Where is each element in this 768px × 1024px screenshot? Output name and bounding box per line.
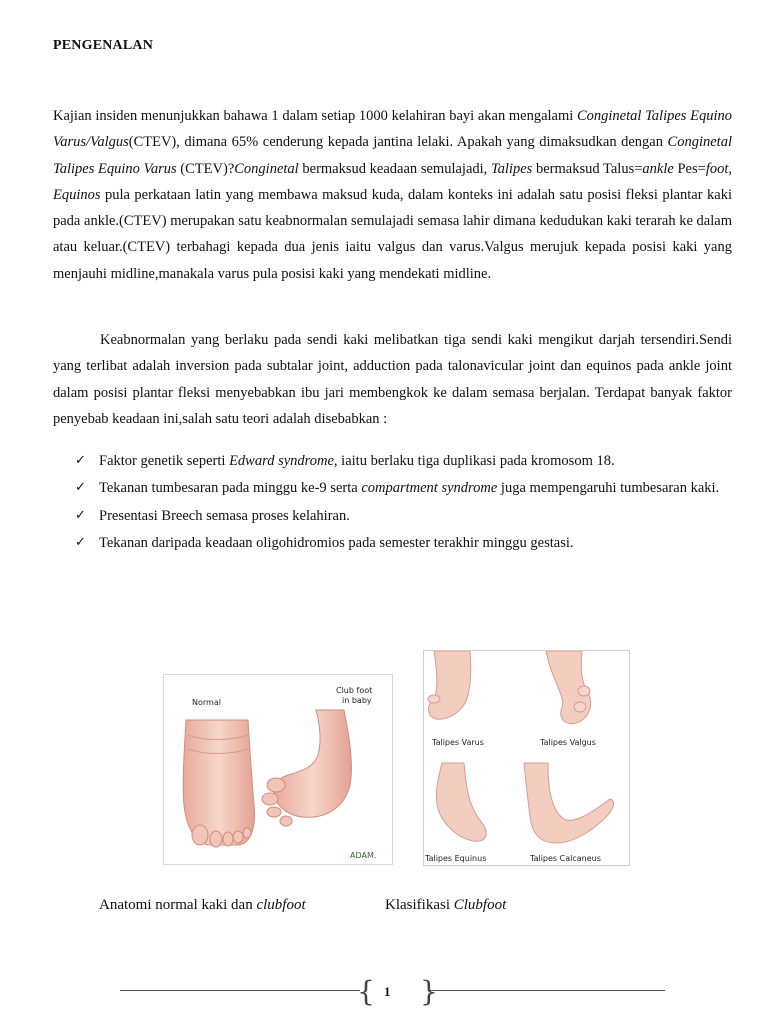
cause-list (75, 448, 732, 557)
joint-paragraph: Keabnormalan yang berlaku pada sendi kaki melibatkan tiga sendi kaki mengikut darjah tersendiri.Sendi yang terlibat adalah inversion pada subtalar joint, adduction pada talonavicular joint dan equinos pada ankle joint dalam posisi plantar fleksi menyebabkan ibu jari membengkok ke dalam semasa berjalan. Terdapat banyak faktor penyebab keadaan ini,salah satu teori adalah disebabkan : (53, 332, 732, 427)
clubfoot-illustration (262, 710, 351, 826)
figure2-caption: Klasifikasi Clubfoot (385, 897, 507, 913)
footer-brace-left: { (357, 975, 375, 1008)
checkmark-icon: ✓ (75, 480, 86, 496)
checkmark-icon: ✓ (75, 453, 86, 468)
talipes-equinus-illustration (436, 763, 486, 841)
normal-label: Normal (192, 698, 221, 707)
intro-paragraph: Kajian insiden menunjukkan bahawa 1 dalam setiap 1000 kelahiran bayi akan mengalami Conginetal Talipes Equino Varus/Valgus(CTEV), dimana 65% cenderung kepada jantina lelaki. Apakah yang dimaksudkan dengan Conginetal Talipes Equino Varus (CTEV)?Conginetal bermaksud keadaan semulajadi, Talipes bermaksud Talus=ankle Pes=foot, Equinos pula perkataan latin yang membawa maksud kuda, dalam konteks ini adalah satu posisi fleksi plantar kaki pada ankle.(CTEV) merupakan satu keabnormalan semulajadi semasa lahir dimana kedudukan kaki terarah ke dalam atau keluar.(CTEV) terbahagi kepada dua jenis iaitu valgus dan varus.Valgus merujuk kepada posisi kaki yang menjauhi midline,manakala varus pula posisi kaki yang mendekati midline. (53, 108, 733, 282)
talipes-varus-illustration (428, 651, 471, 719)
normal-vs-clubfoot-figure (163, 674, 393, 865)
footer-brace-right: } (420, 975, 438, 1008)
list-item: ✓ Presentasi Breech semasa proses kelahiran. (75, 503, 732, 529)
list-item: ✓ Faktor genetik seperti Edward syndrome, iaitu berlaku tiga duplikasi pada kromosom 18. (75, 448, 732, 474)
label-talipes-varus: Talipes Varus (432, 738, 484, 747)
page-heading: PENGENALAN (53, 38, 154, 53)
adam-watermark: ADAM. (350, 851, 377, 860)
figure1-caption: Anatomi normal kaki dan clubfoot (99, 897, 306, 913)
talipes-calcaneus-illustration (524, 763, 613, 843)
talipes-valgus-illustration (546, 651, 591, 724)
normal-foot-illustration (183, 720, 254, 847)
clubfoot-label-1: Club foot (336, 686, 373, 695)
clubfoot-label-2: in baby (342, 696, 372, 705)
page-number: 1 (384, 984, 391, 999)
label-talipes-calcaneus: Talipes Calcaneus (530, 854, 601, 863)
clubfoot-classification-figure (423, 650, 630, 866)
footer-rule-right (429, 990, 665, 991)
checkmark-icon: ✓ (75, 534, 86, 550)
list-item: ✓ Tekanan tumbesaran pada minggu ke-9 serta compartment syndrome juga mempengaruhi tumbesaran kaki. (75, 475, 732, 501)
list-item: ✓ Tekanan daripada keadaan oligohidromios pada semester terakhir minggu gestasi. (75, 530, 732, 556)
label-talipes-equinus: Talipes Equinus (425, 854, 487, 863)
footer-rule-left (120, 990, 360, 991)
label-talipes-valgus: Talipes Valgus (540, 738, 596, 747)
checkmark-icon: ✓ (75, 507, 86, 523)
